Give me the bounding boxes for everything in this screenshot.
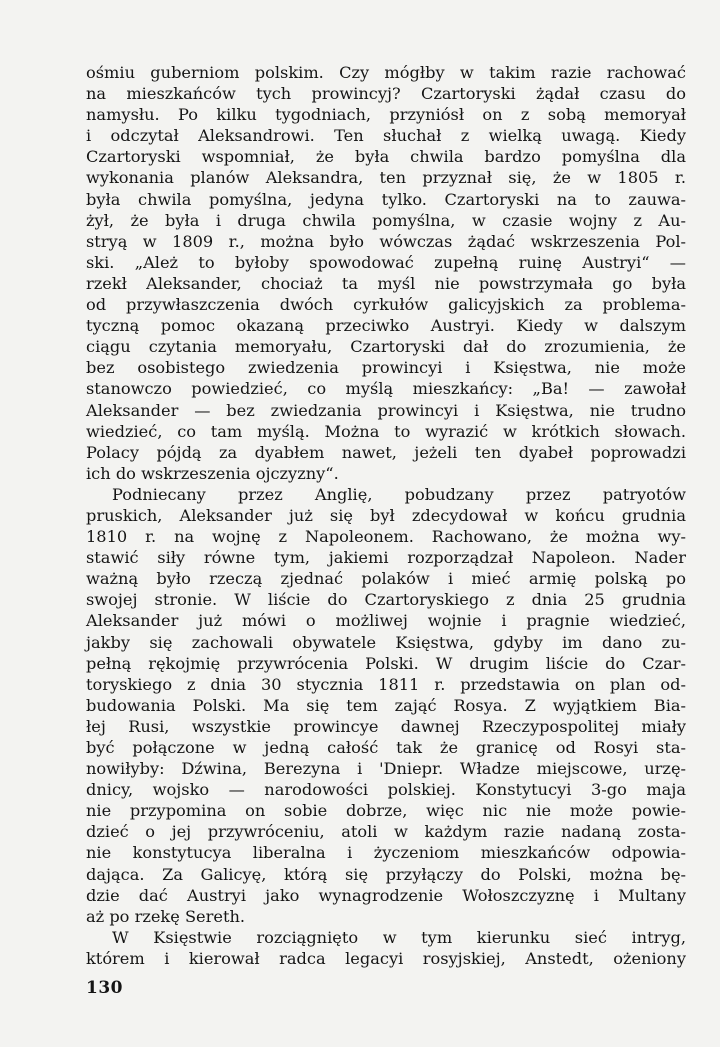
text-line: Czartoryski wspomniał, że była chwila bardzo pomyślna dla	[86, 147, 686, 167]
text-line: budowania Polski. Ma się tem zająć Rosya. Z wyjątkiem Bia-	[86, 695, 686, 715]
text-line: Podniecany przez Anglię, pobudzany przez patryotów	[112, 484, 686, 504]
text-line: dająca. Za Galicyę, którą się przyłączy do Polski, można bę-	[86, 864, 686, 884]
text-line: i odczytał Aleksandrowi. Ten słuchał z wielką uwagą. Kiedy	[86, 126, 686, 146]
text-line: ski. „Ależ to byłoby spowodować zupełną ruinę Austryi“ —	[86, 252, 686, 272]
text-line: była chwila pomyślna, jedyna tylko. Czartoryski na to zauwa-	[86, 189, 686, 209]
text-line: ważną było rzeczą zjednać polaków i mieć armię polską po	[86, 569, 686, 589]
text-line: bez osobistego zwiedzenia prowincyi i Księstwa, nie może	[86, 358, 686, 378]
text-line: którem i kierował radca legacyi rosyjskiej, Anstedt, ożeniony	[86, 948, 686, 968]
text-line: W Księstwie rozciągnięto w tym kierunku sieć intryg,	[112, 927, 686, 947]
text-line: swojej stronie. W liście do Czartoryskiego z dnia 25 grudnia	[86, 590, 686, 610]
text-line: tyczną pomoc okazaną przeciwko Austryi. Kiedy w dalszym	[86, 316, 686, 336]
text-line: namysłu. Po kilku tygodniach, przyniósł on z sobą memoryał	[86, 105, 686, 125]
text-line: na mieszkańców tych prowincyj? Czartoryski żądał czasu do	[86, 84, 686, 104]
text-line: nowiłyby: Dźwina, Berezyna i 'Dniepr. Władze miejscowe, urzę-	[86, 759, 686, 779]
text-line: wykonania planów Aleksandra, ten przyznał się, że w 1805 r.	[86, 168, 686, 188]
text-line: ciągu czytania memoryału, Czartoryski dał do zrozumienia, że	[86, 337, 686, 357]
text-line: od przywłaszczenia dwóch cyrkułów galicyjskich za problema-	[86, 295, 686, 315]
text-line: 1810 r. na wojnę z Napoleonem. Rachowano, że można wy-	[86, 527, 686, 547]
text-line: aż po rzekę Sereth.	[86, 906, 246, 926]
text-line: ośmiu guberniom polskim. Czy mógłby w takim razie rachować	[86, 63, 686, 82]
page-number: 130	[86, 978, 123, 998]
text-line: stawić siły równe tym, jakiemi rozporządzał Napoleon. Nader	[86, 548, 686, 568]
text-line: pruskich, Aleksander już się był zdecydował w końcu grudnia	[86, 505, 686, 525]
text-line: jakby się zachowali obywatele Księstwa, gdyby im dano zu-	[86, 632, 686, 652]
text-line: Polacy pójdą za dyabłem nawet, jeżeli ten dyabeł poprowadzi	[86, 442, 686, 462]
text-line: wiedzieć, co tam myślą. Można to wyrazić w krótkich słowach.	[86, 421, 686, 441]
body-text	[86, 62, 686, 969]
text-line: toryskiego z dnia 30 stycznia 1811 r. przedstawia on plan od-	[86, 674, 686, 694]
text-line: rzekł Aleksander, chociaż ta myśl nie powstrzymała go była	[86, 273, 686, 293]
text-line: stryą w 1809 r., można było wówczas żądać wskrzeszenia Pol-	[86, 231, 686, 251]
text-line: Aleksander — bez zwiedzania prowincyi i Księstwa, nie trudno	[86, 400, 686, 420]
text-line: dnicy, wojsko — narodowości polskiej. Konstytucyi 3-go maja	[86, 780, 686, 800]
text-line: nie konstytucya liberalna i życzeniom mieszkańców odpowia-	[86, 843, 686, 863]
text-line: być połączone w jedną całość tak że granicę od Rosyi sta-	[86, 738, 686, 757]
text-line: pełną rękojmię przywrócenia Polski. W drugim liście do Czar-	[86, 653, 686, 673]
text-line: dzieć o jej przywróceniu, atoli w każdym razie nadaną zosta-	[86, 822, 686, 842]
text-line: stanowczo powiedzieć, co myślą mieszkańcy: „Ba! — zawołał	[86, 379, 686, 399]
text-line: Aleksander już mówi o możliwej wojnie i pragnie wiedzieć,	[86, 611, 686, 631]
text-line: ich do wskrzeszenia ojczyzny“.	[86, 463, 339, 483]
text-line: żył, że była i druga chwila pomyślna, w czasie wojny z Au-	[86, 210, 686, 230]
text-line: łej Rusi, wszystkie prowincye dawnej Rzeczypospolitej miały	[86, 716, 686, 736]
text-line: nie przypomina on sobie dobrze, więc nic nie może powie-	[86, 801, 686, 821]
text-line: dzie dać Austryi jako wynagrodzenie Wołoszczyznę i Multany	[86, 885, 686, 905]
